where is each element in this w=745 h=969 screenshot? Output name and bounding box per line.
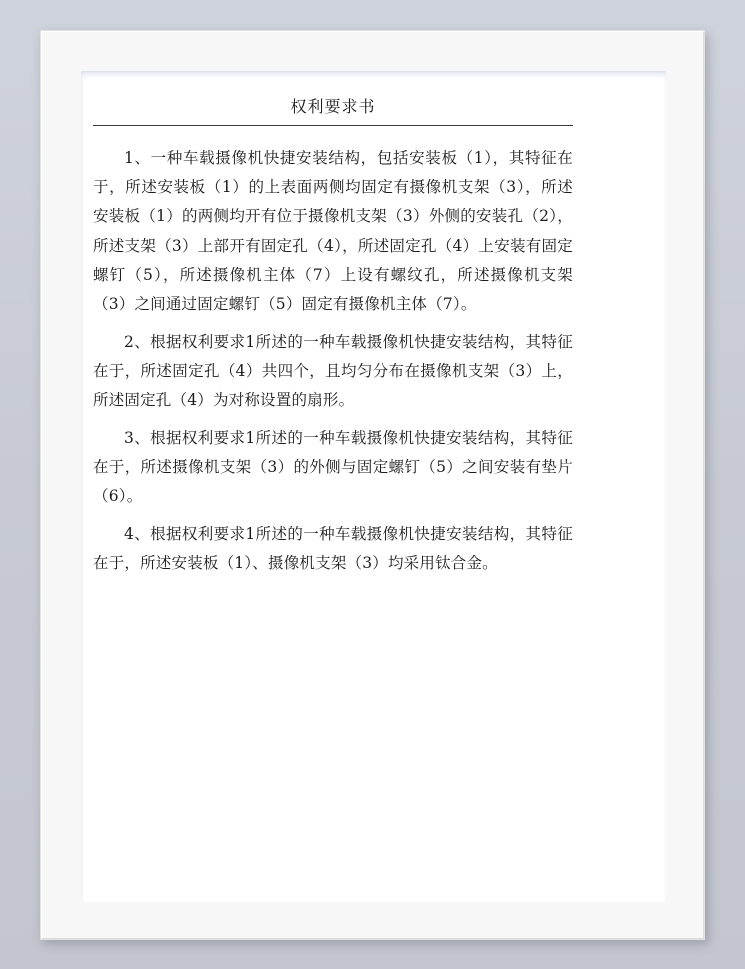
claim-2: 2、根据权利要求1所述的一种车载摄像机快捷安装结构，其特征在于，所述固定孔（4）共四个，且均匀分布在摄像机支架（3）上，所述固定孔（4）为对称设置的扇形。 [93, 332, 573, 410]
claim-3: 3、根据权利要求1所述的一种车载摄像机快捷安装结构，其特征在于，所述摄像机支架（3）的外侧与固定螺钉（5）之间安装有垫片（6）。 [93, 428, 573, 506]
title-underline [93, 125, 573, 126]
claim-4: 4、根据权利要求1所述的一种车载摄像机快捷安装结构，其特征在于，所述安装板（1）、摄像机支架（3）均采用钛合金。 [93, 524, 573, 573]
claims-list [93, 144, 573, 587]
page-title: 权利要求书 [290, 97, 376, 116]
claim-1: 1、一种车载摄像机快捷安装结构，包括安装板（1），其特征在于，所述安装板（1）的上表面两侧均固定有摄像机支架（3），所述安装板（1）的两侧均开有位于摄像机支架（3）外侧的安装孔（2），所述支架（3）上部开有固定孔（4），所述固定孔（4）上安装有固定螺钉（5），所述摄像机主体（7）上设有螺纹孔，所述摄像机支架（3）之间通过固定螺钉（5）固定有摄像机主体（7）。 [93, 149, 573, 314]
